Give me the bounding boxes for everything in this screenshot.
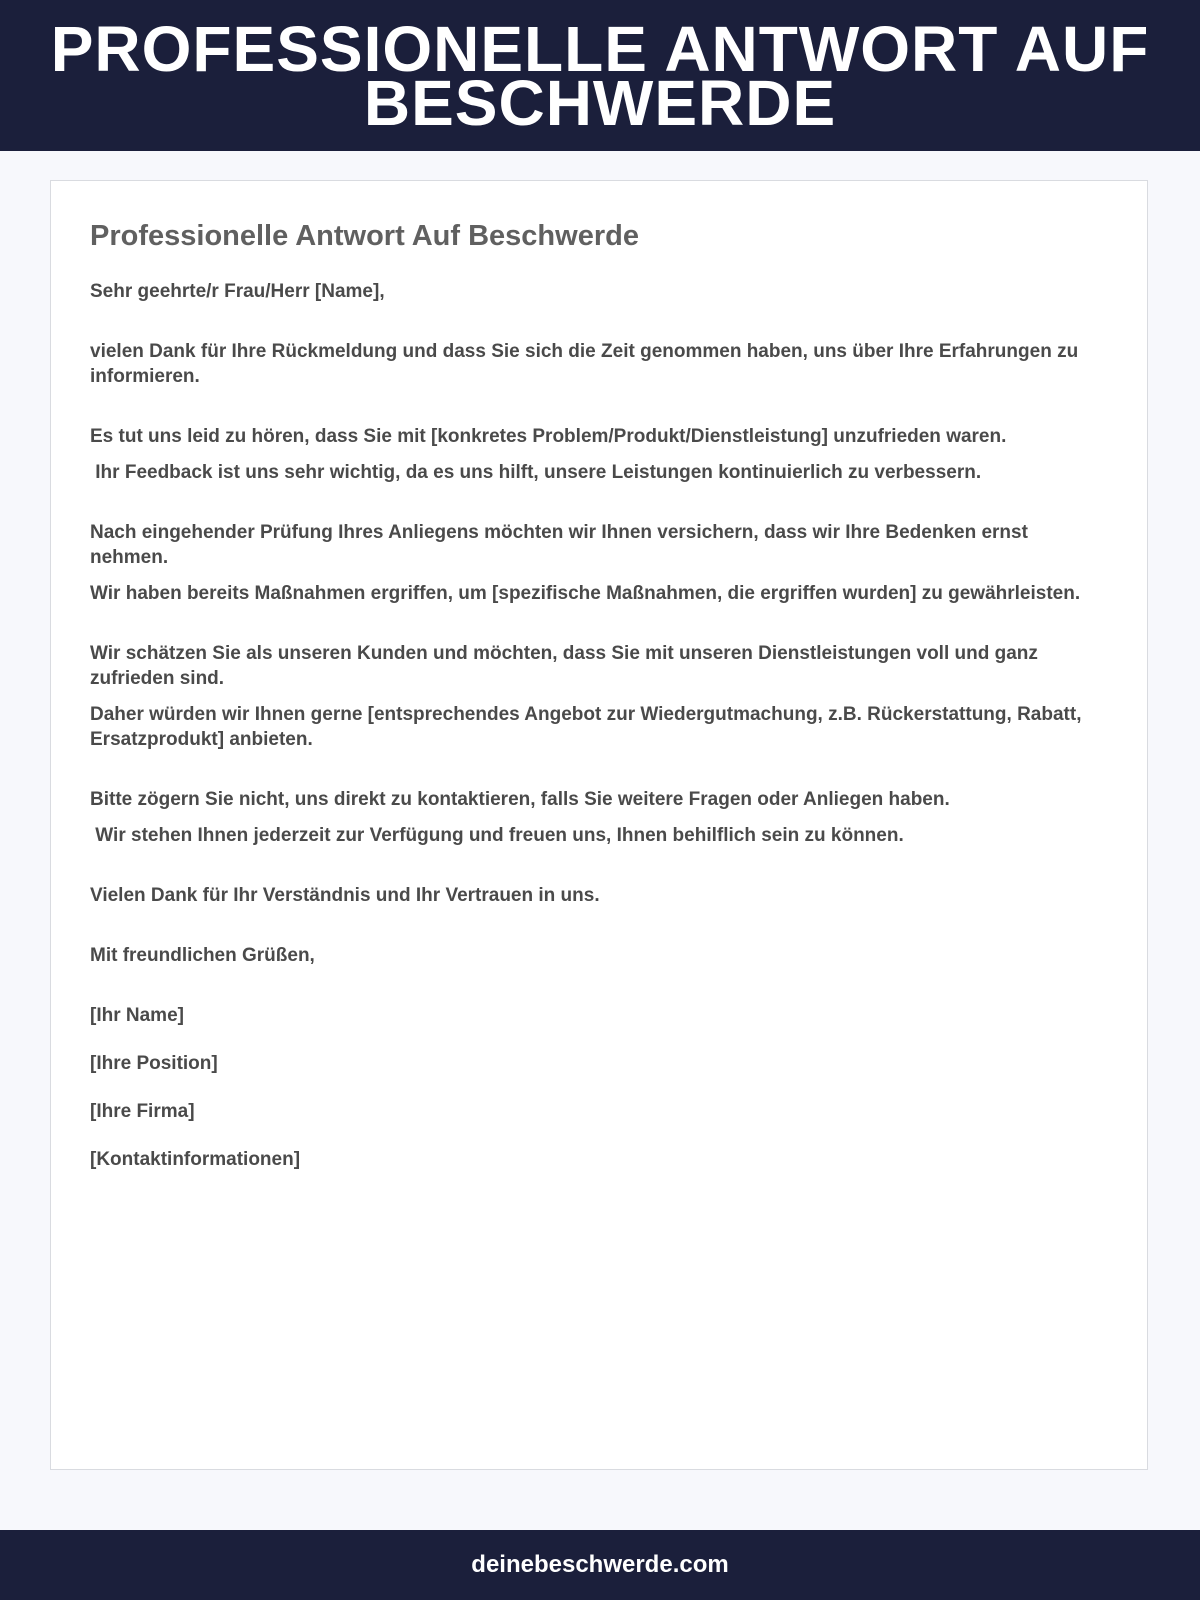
paragraph-closing-thanks: Vielen Dank für Ihr Verständnis und Ihr Vertrauen in uns.	[90, 885, 600, 906]
paragraph-measures: Wir haben bereits Maßnahmen ergriffen, um [spezifische Maßnahmen, die ergriffen wurden] zu gewährleisten.	[90, 583, 1081, 604]
paragraph-apology: Es tut uns leid zu hören, dass Sie mit [konkretes Problem/Produkt/Dienstleistung] unzufrieden waren.	[90, 426, 1007, 447]
header-title: PROFESSIONELLE ANTWORT AUF BESCHWERDE	[50, 12, 1150, 139]
paragraph-feedback: Ihr Feedback ist uns sehr wichtig, da es uns hilft, unsere Leistungen kontinuierlich zu verbessern.	[90, 462, 982, 483]
signature-position: [Ihre Position]	[90, 1053, 218, 1074]
signature-contact: [Kontaktinformationen]	[90, 1149, 301, 1170]
closing: Mit freundlichen Grüßen,	[90, 945, 315, 966]
paragraph-appreciation: Wir schätzen Sie als unseren Kunden und möchten, dass Sie mit unseren Dienstleistungen voll und ganz zufrieden sind.	[90, 643, 1044, 689]
footer-bar	[0, 1530, 1200, 1600]
salutation: Sehr geehrte/r Frau/Herr [Name],	[90, 281, 385, 302]
paragraph-thanks: vielen Dank für Ihre Rückmeldung und dass Sie sich die Zeit genommen haben, uns über Ihre Erfahrungen zu informieren.	[90, 341, 1084, 387]
paragraph-contact: Bitte zögern Sie nicht, uns direkt zu kontaktieren, falls Sie weitere Fragen oder Anliegen haben.	[90, 789, 950, 810]
paragraph-availability: Wir stehen Ihnen jederzeit zur Verfügung und freuen uns, Ihnen behilflich sein zu können.	[90, 825, 904, 846]
header-banner	[0, 0, 1200, 151]
footer-site: deinebeschwerde.com	[471, 1551, 729, 1578]
paragraph-offer: Daher würden wir Ihnen gerne [entsprechendes Angebot zur Wiedergutmachung, z.B. Rückerstattung, Rabatt, Ersatzprodukt] anbieten.	[90, 704, 1087, 750]
signature-company: [Ihre Firma]	[90, 1101, 195, 1122]
document-card	[50, 180, 1148, 1470]
paragraph-review: Nach eingehender Prüfung Ihres Anliegens möchten wir Ihnen versichern, dass wir Ihre Bedenken ernst nehmen.	[90, 522, 1034, 568]
signature-name: [Ihr Name]	[90, 1005, 184, 1026]
document-title: Professionelle Antwort Auf Beschwerde	[90, 220, 639, 252]
